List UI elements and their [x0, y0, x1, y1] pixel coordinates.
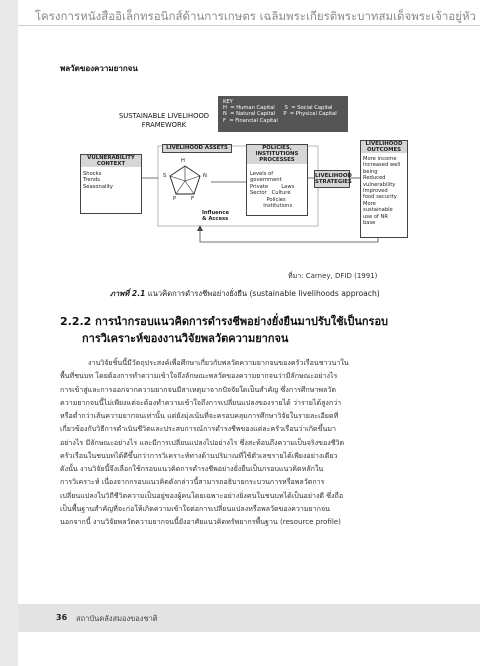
- body-line: เปลี่ยนแปลงในวิถีชีวิตความเป็นอยู่ของผู้คนโดยเฉพาะอย่างยิ่งคนในชนบทได้เป็นอย่างดี ซึ่งถือ: [60, 490, 344, 500]
- page-number: 36: [56, 613, 68, 622]
- body-line: อย่างไร มีลักษณะอย่างไร และมีการเปลี่ยนแปลงไปอย่างไร ซึ่งสะท้อนถึงความเป็นจริงของชีวิต: [60, 437, 345, 447]
- asset-label-p: P: [173, 196, 177, 202]
- key-row: F = Financial Capital: [223, 117, 278, 124]
- key-heading: KEY: [223, 99, 233, 105]
- asset-label-n: N: [203, 173, 207, 179]
- outcomes-title: LIVELIHOOD OUTCOMES: [361, 141, 407, 153]
- section-heading: [60, 313, 388, 347]
- vulnerability-context-box: [80, 154, 142, 214]
- diagram-title-line1: SUSTAINABLE LIVELIHOOD: [118, 112, 210, 120]
- figure-caption: [110, 288, 380, 300]
- processes-box: [246, 144, 308, 216]
- footer-publisher: สถาบันคลังสมองของชาติ: [76, 614, 158, 623]
- feedback-arrow: [200, 228, 378, 242]
- document-page: [18, 0, 480, 666]
- strategies-box: LIVELIHOOD STRATEGIES: [314, 170, 350, 188]
- body-line: ครัวเรือนในชนบทได้ดีขึ้นกว่าการวิเคราะห์ทางด้านปริมาณที่ใช้ตัวเลขรายได้เพียงอย่างเดียว: [60, 450, 338, 460]
- key-row: N = Natural Capital P = Physical Capital: [223, 111, 337, 118]
- body-line: พื้นที่ชนบท โดยต้องการทำความเข้าใจถึงลักษณะพลวัตของความยากจนว่ามีลักษณะอย่างไร: [60, 371, 338, 381]
- processes-title: POLICIES, INSTITUTIONS PROCESSES: [247, 145, 307, 164]
- assets-title: LIVELIHOOD ASSETS: [162, 144, 232, 153]
- vulnerability-title: VULNERABILITY CONTEXT: [81, 155, 141, 167]
- heading-line1: 2.2.2 การนำกรอบแนวคิดการดำรงชีพอย่างยั่งยืนมาปรับใช้เป็นกรอบ: [60, 315, 389, 328]
- outcomes-box: [360, 140, 408, 238]
- body-paragraph: [60, 356, 435, 528]
- diagram-title-line2: FRAMEWORK: [141, 121, 187, 129]
- vulnerability-items: Shocks Trends Seasonality: [83, 171, 113, 190]
- body-line: งานวิจัยชิ้นนี้มีวัตถุประสงค์เพื่อศึกษาเกี่ยวกับพลวัตความยากจนของครัวเรือนชาวนาใน: [88, 358, 349, 367]
- outcomes-items: More income Increased well being Reduced vulnerability Improved food security More sustainable use of NR base: [363, 156, 401, 227]
- body-line: นอกจากนี้ งานวิจัยพลวัตความยากจนนี้ยังอาศัยแนวคิดทรัพยากรพื้นฐาน (resource profile): [60, 517, 341, 526]
- asset-label-h: H: [181, 158, 185, 164]
- key-row: H = Human Capital S = Social Capital: [223, 105, 333, 112]
- body-line: การวิเคราะห์ เนื่องจากกรอบแนวคิดดังกล่าวนี้สามารถอธิบายกระบวนการหรือพลวัตการ: [60, 477, 325, 487]
- body-line: เกี่ยวข้องกับวิธีการดำเนินชีวิตและประสบการณ์การดำรงชีพของแต่ละครัวเรือนว่าเกิดขึ้นมา: [60, 424, 336, 434]
- livelihood-framework-diagram: [78, 92, 408, 262]
- body-line: หรือต่ำกว่าเส้นความยากจนเท่านั้น แต่ยังมุ่งเน้นที่จะครอบคลุมการศึกษาวิจัยในรายละเอียดที่: [60, 411, 339, 420]
- body-line: การเข้าสู่และการออกจากความยากจนมีสาเหตุมาจากปัจจัยใดเป็นสำคัญ ซึ่งการศึกษาพลวัต: [60, 384, 336, 394]
- influence-access-label: Influence & Access: [202, 210, 229, 223]
- heading-line2: การวิเคราะห์ของงานวิจัยพลวัตความยากจน: [82, 332, 289, 345]
- asset-label-s: S: [163, 173, 167, 179]
- caption-label: ภาพที่ 2.1: [110, 289, 146, 298]
- body-line: เป็นพื้นฐานสำคัญที่จะก่อให้เกิดความเข้าใจต่อการเปลี่ยนแปลงหรือพลวัตของความยากจน: [60, 503, 330, 513]
- asset-label-f: F: [191, 196, 194, 202]
- section-label: พลวัตของความยากจน: [60, 64, 138, 73]
- caption-text: แนวคิดการดำรงชีพอย่างยั่งยืน (sustainable livelihoods approach): [145, 289, 380, 298]
- body-line: ความยากจนนี้ไม่เพียงแต่จะต้องทำความเข้าใจถึงการเปลี่ยนแปลงของรายได้ ว่ารายได้สูงกว่า: [60, 397, 342, 407]
- running-header: โครงการหนังสืออิเล็กทรอนิกส์ด้านการเกษตร เฉลิมพระเกียรติพระบาทสมเด็จพระเจ้าอยู่หัว: [18, 8, 480, 26]
- processes-items: Levels of government Private Laws Sector Culture Policies Institutions: [250, 171, 295, 210]
- body-line: ดังนั้น งานวิจัยนี้จึงเลือกใช้กรอบแนวคิดการดำรงชีพอย่างยั่งยืนเป็นกรอบแนวคิดหลักใน: [60, 464, 324, 473]
- figure-source: ที่มา: Carney, DFID (1991): [288, 272, 378, 280]
